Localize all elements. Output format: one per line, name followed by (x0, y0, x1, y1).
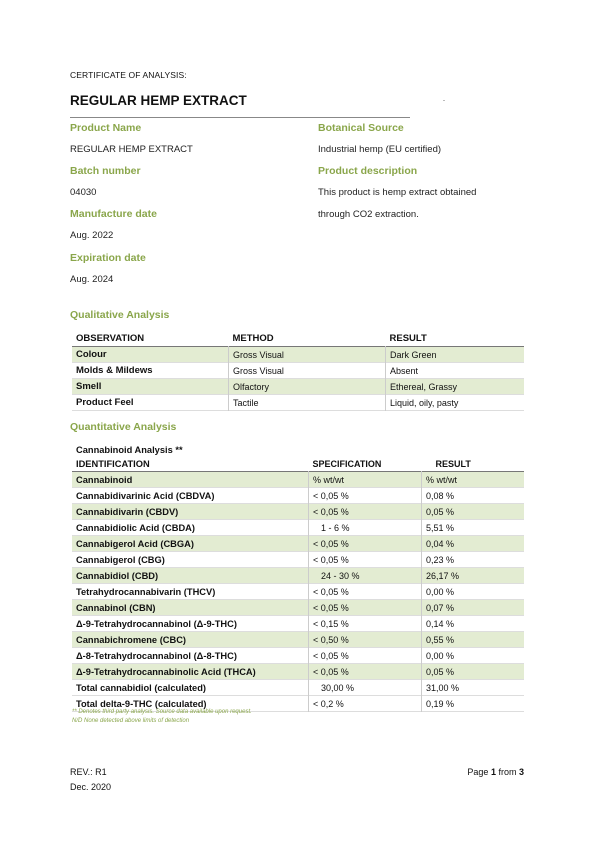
result-cell: Absent (386, 363, 525, 379)
result-cell: 0,23 % (422, 552, 525, 568)
revision-date: Dec. 2020 (70, 782, 112, 792)
page-prefix: Page (467, 767, 491, 777)
header-result: RESULT (435, 459, 471, 469)
table-row (72, 536, 524, 552)
expiration-date-value: Aug. 2024 (70, 274, 114, 285)
specification-cell: < 0,15 % (309, 616, 422, 632)
table-row (72, 680, 524, 696)
batch-number-label: Batch number (70, 165, 141, 177)
page-total: 3 (518, 767, 524, 777)
table-row (72, 568, 524, 584)
table-row (72, 347, 524, 363)
product-description-line2: through CO2 extraction. (318, 209, 419, 220)
result-cell: 26,17 % (422, 568, 525, 584)
specification-cell: < 0,05 % (309, 664, 422, 680)
product-name-value: REGULAR HEMP EXTRACT (70, 144, 193, 155)
cannabinoid-name-cell: Total cannabidiol (calculated) (72, 680, 309, 696)
cannabinoid-name-cell: Cannabidivarin (CBDV) (72, 504, 309, 520)
result-cell: Liquid, oily, pasty (386, 395, 525, 411)
revision-label: REV.: R1 (70, 767, 107, 777)
table-row (72, 488, 524, 504)
quantitative-subtitle-row (72, 443, 524, 457)
observation-cell: Molds & Mildews (76, 365, 153, 376)
expiration-date-label: Expiration date (70, 252, 146, 264)
manufacture-date-value: Aug. 2022 (70, 230, 114, 241)
cannabinoid-name-cell: Δ-8-Tetrahydrocannabinol (Δ-8-THC) (76, 650, 237, 661)
specification-cell: < 0,05 % (309, 648, 422, 664)
result-cell: 0,14 % (422, 616, 525, 632)
result-cell: 0,04 % (422, 536, 525, 552)
result-cell: 0,08 % (422, 488, 525, 504)
result-cell: Dark Green (386, 347, 525, 363)
header-result: RESULT (389, 333, 427, 344)
specification-cell: < 0,05 % (309, 584, 422, 600)
qualitative-analysis-table (72, 331, 524, 411)
table-row (72, 395, 524, 411)
specification-cell: < 0,05 % (309, 504, 422, 520)
certificate-label: CERTIFICATE OF ANALYSIS: (70, 70, 187, 80)
specification-cell: < 0,05 % (309, 488, 422, 504)
method-cell: Gross Visual (229, 347, 386, 363)
specification-cell: < 0,05 % (309, 600, 422, 616)
page-number: 1 (490, 767, 496, 777)
cannabinoid-name-cell: Cannabidiolic Acid (CBDA) (76, 522, 195, 533)
result-cell: % wt/wt (422, 472, 525, 488)
batch-number-value: 04030 (70, 187, 97, 198)
specification-cell: 24 - 30 % (309, 568, 422, 584)
table-row (72, 552, 524, 568)
footnote-third-party: ** Denotes third party analysis. Source data available upon request. (72, 709, 252, 715)
qualitative-analysis-title: Qualitative Analysis (70, 309, 170, 321)
table-row (72, 520, 524, 536)
specification-cell: < 0,05 % (309, 552, 422, 568)
observation-cell: Product Feel (76, 397, 134, 408)
document-title: REGULAR HEMP EXTRACT (70, 93, 247, 108)
result-cell: 0,05 % (422, 664, 525, 680)
quantitative-analysis-table (72, 443, 524, 712)
observation-cell: Colour (72, 347, 229, 363)
header-method: METHOD (232, 333, 274, 344)
table-row (72, 472, 524, 488)
cannabinoid-name-cell: Δ-9-Tetrahydrocannabinolic Acid (THCA) (72, 664, 309, 680)
cannabinoid-name-cell: Cannabigerol (CBG) (76, 554, 165, 565)
result-cell: Ethereal, Grassy (386, 379, 525, 395)
specification-cell: < 0,50 % (309, 632, 422, 648)
specification-cell: % wt/wt (309, 472, 422, 488)
table-row (72, 504, 524, 520)
table-row (72, 379, 524, 395)
cannabinoid-name-cell: Cannabinoid (72, 472, 309, 488)
table-row (72, 363, 524, 379)
footnote-nd: N/D None detected above limits of detection (72, 718, 190, 724)
manufacture-date-label: Manufacture date (70, 208, 157, 220)
specification-cell: < 0,05 % (309, 536, 422, 552)
header-identification: IDENTIFICATION (76, 459, 150, 469)
header-observation: OBSERVATION (76, 333, 145, 344)
table-row (72, 632, 524, 648)
cannabinoid-name-cell: Cannabinol (CBN) (72, 600, 309, 616)
header-specification: SPECIFICATION (312, 459, 382, 469)
result-cell: 0,55 % (422, 632, 525, 648)
cannabinoid-name-cell: Δ-9-Tetrahydrocannabinol (Δ-9-THC) (76, 618, 237, 629)
title-divider (70, 117, 410, 118)
method-cell: Tactile (229, 395, 386, 411)
result-cell: 0,00 % (422, 648, 525, 664)
page-mid: from (495, 767, 519, 777)
product-name-label: Product Name (70, 122, 142, 134)
cannabinoid-analysis-subtitle: Cannabinoid Analysis ** (76, 445, 183, 455)
quantitative-header-row (72, 457, 524, 472)
observation-cell: Smell (72, 379, 229, 395)
cannabinoid-name-cell: Cannabigerol Acid (CBGA) (72, 536, 309, 552)
cannabinoid-name-cell: Total delta-9-THC (calculated) (72, 696, 309, 712)
table-row (72, 616, 524, 632)
cannabinoid-name-cell: Tetrahydrocannabivarin (THCV) (76, 586, 216, 597)
result-cell: 0,05 % (422, 504, 525, 520)
botanical-source-value: Industrial hemp (EU certified) (318, 144, 442, 155)
table-row (72, 584, 524, 600)
result-cell: 0,07 % (422, 600, 525, 616)
cannabinoid-name-cell: Cannabidiol (CBD) (72, 568, 309, 584)
quantitative-analysis-title: Quantitative Analysis (70, 421, 177, 433)
botanical-source-label: Botanical Source (318, 122, 404, 134)
specification-cell: < 0,2 % (309, 696, 422, 712)
result-cell: 5,51 % (422, 520, 525, 536)
cannabinoid-name-cell: Cannabidivarinic Acid (CBDVA) (76, 490, 215, 501)
product-description-line1: This product is hemp extract obtained (318, 187, 477, 198)
table-row (72, 648, 524, 664)
page-indicator (467, 767, 524, 777)
result-cell: 31,00 % (422, 680, 525, 696)
method-cell: Olfactory (229, 379, 386, 395)
qualitative-header-row (72, 331, 524, 347)
result-cell: 0,00 % (422, 584, 525, 600)
specification-cell: 30,00 % (309, 680, 422, 696)
cannabinoid-name-cell: Cannabichromene (CBC) (72, 632, 309, 648)
decorative-dot (443, 100, 445, 101)
method-cell: Gross Visual (229, 363, 386, 379)
specification-cell: 1 - 6 % (309, 520, 422, 536)
table-row (72, 600, 524, 616)
product-description-label: Product description (318, 165, 418, 177)
table-row (72, 664, 524, 680)
result-cell: 0,19 % (422, 696, 525, 712)
